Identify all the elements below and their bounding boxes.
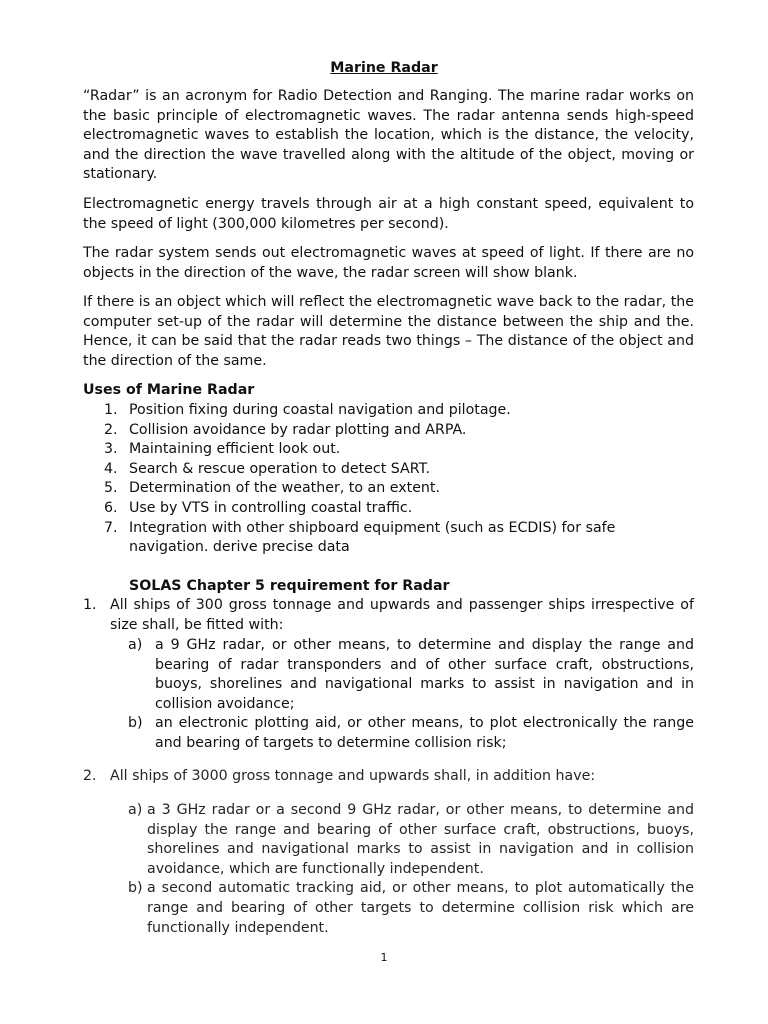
list-item [104, 440, 694, 460]
solas-item-2 [83, 767, 694, 787]
uses-list [104, 401, 694, 558]
list-item-number: 5. [104, 480, 118, 497]
sub-list-item [128, 636, 694, 714]
list-item-text: Maintaining efficient look out. [129, 441, 341, 458]
list-item [104, 401, 694, 421]
list-item [104, 479, 694, 499]
list-item-text: Use by VTS in controlling coastal traffic. [129, 499, 413, 516]
list-item-number: 1. [83, 597, 97, 613]
list-item-number: 3. [104, 441, 118, 458]
list-item-number: 4. [104, 460, 118, 477]
sub-list-item-letter: a) [128, 637, 143, 653]
list-item [104, 499, 694, 519]
sub-list-item-text: an electronic plotting aid, or other means, to plot electronically the range and bearing of targets to determine collision risk; [155, 715, 694, 751]
list-item-text: Integration with other shipboard equipment (such as ECDIS) for safe navigation. derive precise data [129, 519, 616, 556]
sub-list-item-text: a 3 GHz radar or a second 9 GHz radar, or other means, to determine and display the range and bearing of other surface craft, obstructions, buoys, shorelines and navigational marks to assist in navigation and in collision avoidance, which are functionally independent. [147, 802, 694, 877]
sub-list-item-letter: b) [128, 715, 143, 732]
blank-screen-paragraph: The radar system sends out electromagnetic waves at speed of light. If there are no objects in the direction of the wave, the radar screen will show blank. [83, 245, 694, 281]
uses-heading: Uses of Marine Radar [83, 382, 255, 398]
document-title: Marine Radar [330, 60, 438, 76]
list-item-text: Collision avoidance by radar plotting and ARPA. [129, 421, 467, 438]
list-item-number: 7. [104, 519, 118, 536]
list-item [83, 767, 694, 787]
sub-list-item [128, 714, 694, 753]
list-item-number: 6. [104, 499, 118, 516]
sub-list-item [128, 879, 694, 938]
list-item-number: 2. [104, 421, 118, 438]
sub-list-item-letter: a) [128, 802, 143, 818]
solas-heading: SOLAS Chapter 5 requirement for Radar [129, 578, 450, 594]
solas-item-1-subitems [128, 636, 694, 754]
list-item [104, 519, 694, 558]
list-item [83, 596, 694, 635]
list-item-text: All ships of 300 gross tonnage and upwards and passenger ships irrespective of size shall, be fitted with: [110, 597, 694, 633]
list-item-text: Position fixing during coastal navigation and pilotage. [129, 402, 511, 418]
list-item-text: Search & rescue operation to detect SART. [129, 460, 431, 477]
list-item-text: All ships of 3000 gross tonnage and upwards shall, in addition have: [110, 768, 596, 784]
solas-item-2-subitems [128, 801, 694, 938]
sub-list-item-letter: b) [128, 880, 143, 897]
list-item-number: 1. [104, 402, 118, 418]
intro-paragraph: “Radar” is an acronym for Radio Detection and Ranging. The marine radar works on the basic principle of electromagnetic waves. The radar antenna sends high-speed electromagnetic waves to establish the location, which is the distance, the velocity, and the direction the wave travelled along with the altitude of the object, moving or stationary. [83, 88, 694, 183]
list-item-text: Determination of the weather, to an extent. [129, 480, 440, 497]
solas-item-1 [83, 596, 694, 635]
list-item-number: 2. [83, 768, 97, 784]
list-item [104, 460, 694, 480]
speed-paragraph: Electromagnetic energy travels through air at a high constant speed, equivalent to the speed of light (300,000 kilometres per second). [83, 196, 694, 232]
sub-list-item-text: a 9 GHz radar, or other means, to determine and display the range and bearing of radar transponders and of other surface craft, obstructions, buoys, shorelines and navigational marks to assist in navigation and in collision avoidance; [155, 637, 694, 712]
page-number: 1 [380, 951, 388, 964]
sub-list-item-text: a second automatic tracking aid, or other means, to plot automatically the range and bearing of other targets to determine collision risk which are functionally independent. [147, 880, 694, 936]
list-item [104, 421, 694, 441]
reflection-paragraph: If there is an object which will reflect the electromagnetic wave back to the radar, the computer set-up of the radar will determine the distance between the ship and the. Hence, it can be said that the radar reads two things – The distance of the object and the direction of the same. [83, 294, 694, 369]
sub-list-item [128, 801, 694, 879]
